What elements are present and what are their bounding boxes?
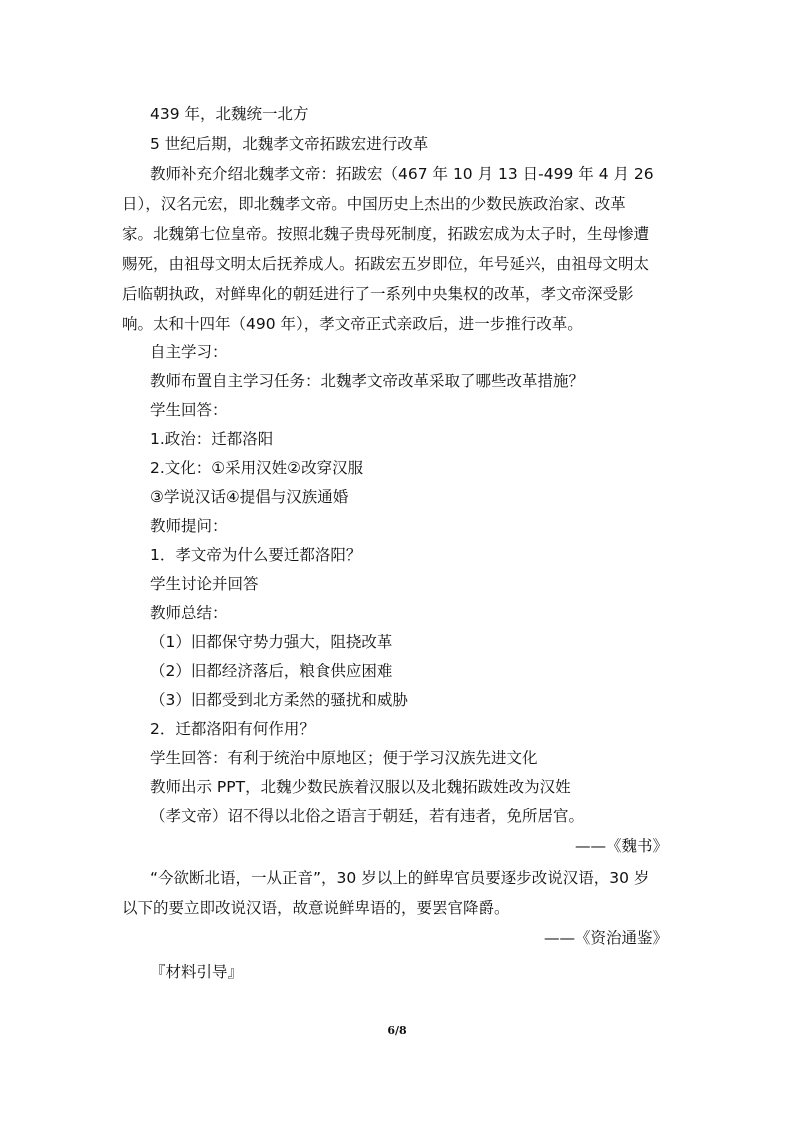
text-line: 家。北魏第七位皇帝。按照北魏子贵母死制度，拓跋宏成为太子时，生母惨遭 xyxy=(122,225,650,243)
question-item: 1．孝文帝为什么要迁都洛阳？ xyxy=(150,546,362,564)
list-item: 1.政治：迁都洛阳 xyxy=(150,430,274,448)
quote-text: “今欲断北语，一从正音”，30 岁以上的鲜卑官员要逐步改说汉语，30 岁 xyxy=(150,869,650,887)
text-line: 教师出示 PPT，北魏少数民族着汉服以及北魏拓跋姓改为汉姓 xyxy=(150,778,571,796)
question-item: 2．迁都洛阳有何作用？ xyxy=(150,720,315,738)
list-item: 2.文化：①采用汉姓②改穿汉服 xyxy=(150,459,364,477)
text-line: 学生回答： xyxy=(150,401,228,419)
text-line: 学生回答：有利于统治中原地区；便于学习汉族先进文化 xyxy=(150,749,538,767)
text-line: 教师补充介绍北魏孝文帝：拓跋宏（467 年 10 月 13 日-499 年 4 月 26 xyxy=(150,165,654,183)
text-line: 439 年，北魏统一北方 xyxy=(150,105,309,123)
quote-source: ——《资治通鉴》 xyxy=(543,929,668,947)
list-item: （1）旧都保守势力强大，阻挠改革 xyxy=(150,633,393,651)
section-heading: 『材料引导』 xyxy=(150,963,244,981)
text-line: 响。太和十四年（490 年），孝文帝正式亲政后，进一步推行改革。 xyxy=(122,315,583,333)
text-line: 教师布置自主学习任务：北魏孝文帝改革采取了哪些改革措施？ xyxy=(150,372,585,390)
quote-text: 以下的要立即改说汉语，故意说鲜卑语的，要罢官降爵。 xyxy=(122,899,510,917)
section-heading: 自主学习： xyxy=(150,343,228,361)
text-line: 学生讨论并回答 xyxy=(150,575,259,593)
list-item: ③学说汉话④提倡与汉族通婚 xyxy=(150,488,349,506)
text-line: 日），汉名元宏，即北魏孝文帝。中国历史上杰出的少数民族政治家、改革 xyxy=(122,195,626,213)
text-line: 5 世纪后期，北魏孝文帝拓跋宏进行改革 xyxy=(150,135,429,153)
quote-source: ——《魏书》 xyxy=(574,837,668,855)
text-line: 赐死，由祖母文明太后抚养成人。拓跋宏五岁即位，年号延兴，由祖母文明太 xyxy=(122,255,650,273)
page-number: 6/8 xyxy=(387,1024,407,1037)
text-line: 教师提问： xyxy=(150,517,228,535)
list-item: （3）旧都受到北方柔然的骚扰和威胁 xyxy=(150,691,408,709)
text-line: 后临朝执政，对鲜卑化的朝廷进行了一系列中央集权的改革，孝文帝深受影 xyxy=(122,285,634,303)
text-line: 教师总结： xyxy=(150,604,228,622)
list-item: （2）旧都经济落后，粮食供应困难 xyxy=(150,662,393,680)
quote-text: （孝文帝）诏不得以北俗之语言于朝廷，若有违者，免所居官。 xyxy=(150,807,585,825)
